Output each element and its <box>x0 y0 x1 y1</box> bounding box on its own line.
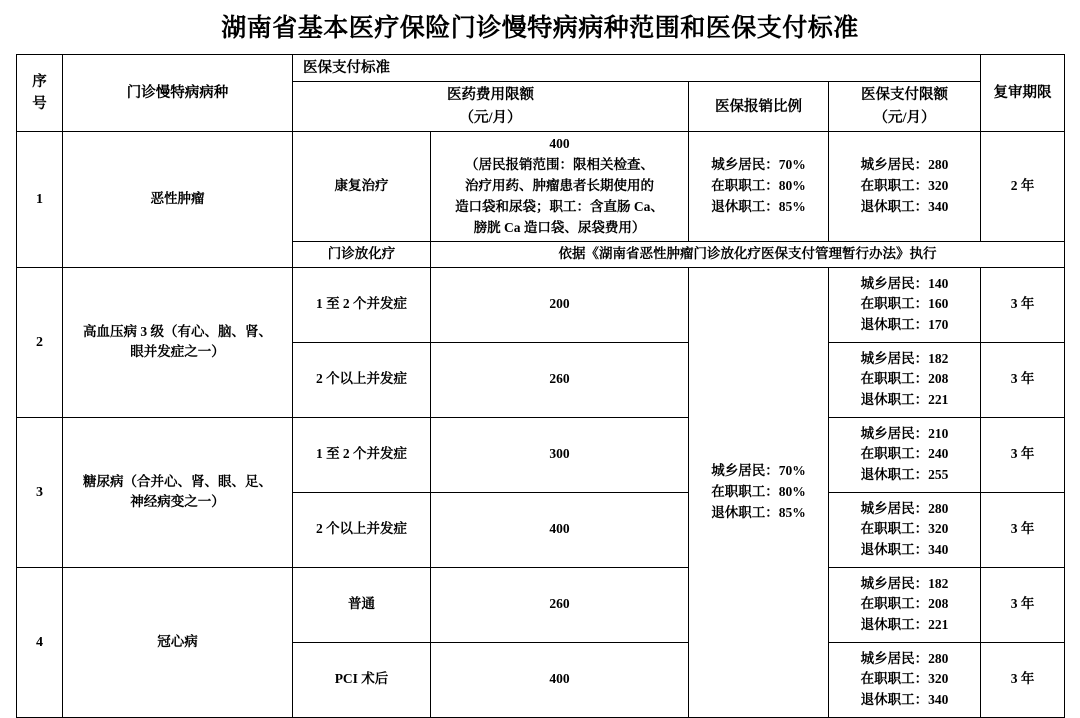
row-item-review: 3 年 <box>981 567 1065 642</box>
pay-line-2: 在职职工：208 <box>860 371 949 387</box>
header-seq-line2: 号 <box>32 96 47 113</box>
row-item-name: 2 个以上并发症 <box>293 342 431 417</box>
pay-line-3: 退休职工：221 <box>860 392 949 408</box>
ratio-line-1: 城乡居民：70% <box>711 463 806 479</box>
row-item-pay-limit <box>829 267 981 342</box>
table-row <box>17 417 1065 492</box>
row-item-review: 3 年 <box>981 417 1065 492</box>
row-item-name: 门诊放化疗 <box>293 242 431 268</box>
pay-line-3: 退休职工：340 <box>860 542 949 558</box>
row-item-pay-limit <box>829 417 981 492</box>
row-disease: 恶性肿瘤 <box>63 132 293 268</box>
row-item-pay-limit <box>829 642 981 717</box>
pay-line-1: 城乡居民：140 <box>860 275 949 291</box>
row-item-review: 3 年 <box>981 492 1065 567</box>
amount-note-1: （居民报销范围：限相关检查、 <box>465 157 654 173</box>
row-item-review: 2 年 <box>981 132 1065 242</box>
row-item-pay-limit <box>829 567 981 642</box>
ratio-line-2: 在职职工：80% <box>711 178 806 194</box>
pay-line-2: 在职职工：320 <box>860 521 949 537</box>
ratio-line-2: 在职职工：80% <box>711 483 806 499</box>
header-pay-standard: 医保支付标准 <box>293 55 981 82</box>
pay-line-2: 在职职工：320 <box>860 178 949 194</box>
amount-note-3: 造口袋和尿袋；职工：含直肠 Ca、 <box>455 199 664 215</box>
amount-note-2: 治疗用药、肿瘤患者长期使用的 <box>465 178 654 194</box>
row-item-amount: 400 <box>431 492 689 567</box>
row-item-review: 3 年 <box>981 267 1065 342</box>
header-review-period: 复审期限 <box>981 55 1065 132</box>
disease-line-1: 糖尿病（合并心、肾、眼、足、 <box>83 473 272 489</box>
page-title: 湖南省基本医疗保险门诊慢特病病种范围和医保支付标准 <box>221 15 859 42</box>
table-header-row-1 <box>17 55 1065 82</box>
header-seq-line1: 序 <box>32 73 47 90</box>
row-seq: 4 <box>17 567 63 717</box>
pay-line-3: 退休职工：221 <box>860 617 949 633</box>
disease-line-2: 眼并发症之一） <box>130 344 225 360</box>
row-disease <box>63 417 293 567</box>
row-item-name: 1 至 2 个并发症 <box>293 417 431 492</box>
benefits-table <box>16 54 1065 718</box>
pay-line-2: 在职职工：240 <box>860 446 949 462</box>
amount-note-4: 膀胱 Ca 造口袋、尿袋费用） <box>473 220 646 236</box>
disease-line-1: 高血压病 3 级（有心、脑、肾、 <box>83 323 272 339</box>
row-item-amount: 200 <box>431 267 689 342</box>
disease-line-2: 神经病变之一） <box>130 494 225 510</box>
table-row <box>17 567 1065 642</box>
table-row <box>17 267 1065 342</box>
row-item-amount: 300 <box>431 417 689 492</box>
pay-line-2: 在职职工：320 <box>860 671 949 687</box>
header-drug-limit <box>293 82 689 132</box>
pay-line-1: 城乡居民：182 <box>860 575 949 591</box>
row-item-pay-limit <box>829 492 981 567</box>
row-item-ratio <box>689 132 829 242</box>
pay-line-1: 城乡居民：280 <box>860 500 949 516</box>
pay-line-3: 退休职工：340 <box>860 199 949 215</box>
row-disease <box>63 267 293 417</box>
pay-line-3: 退休职工：255 <box>860 467 949 483</box>
shared-ratio-cell <box>689 267 829 717</box>
header-pay-limit-line2: （元/月） <box>873 109 936 126</box>
pay-line-2: 在职职工：160 <box>860 296 949 312</box>
row-item-review: 3 年 <box>981 342 1065 417</box>
row-item-name: 2 个以上并发症 <box>293 492 431 567</box>
row-item-name: 1 至 2 个并发症 <box>293 267 431 342</box>
ratio-line-1: 城乡居民：70% <box>711 157 806 173</box>
header-disease: 门诊慢特病病种 <box>63 55 293 132</box>
pay-line-3: 退休职工：170 <box>860 317 949 333</box>
header-drug-limit-line1: 医药费用限额 <box>447 87 534 104</box>
row-seq: 2 <box>17 267 63 417</box>
table-row <box>17 132 1065 242</box>
pay-line-1: 城乡居民：280 <box>860 157 949 173</box>
amount-value: 400 <box>549 136 570 152</box>
row-item-name: PCI 术后 <box>293 642 431 717</box>
pay-line-2: 在职职工：208 <box>860 596 949 612</box>
header-pay-limit-line1: 医保支付限额 <box>861 87 948 104</box>
row-item-name: 康复治疗 <box>293 132 431 242</box>
row-item-review: 3 年 <box>981 642 1065 717</box>
row-item-amount: 400 <box>431 642 689 717</box>
header-pay-limit <box>829 82 981 132</box>
header-seq <box>17 55 63 132</box>
pay-line-1: 城乡居民：210 <box>860 425 949 441</box>
header-reimburse-ratio: 医保报销比例 <box>689 82 829 132</box>
header-drug-limit-line2: （元/月） <box>459 109 522 126</box>
row-seq: 3 <box>17 417 63 567</box>
row-item-amount: 260 <box>431 342 689 417</box>
row-item-amount <box>431 132 689 242</box>
row-item-note: 依据《湖南省恶性肿瘤门诊放化疗医保支付管理暂行办法》执行 <box>431 242 1065 268</box>
ratio-line-3: 退休职工：85% <box>711 199 806 215</box>
ratio-line-3: 退休职工：85% <box>711 504 806 520</box>
pay-line-1: 城乡居民：182 <box>860 350 949 366</box>
pay-line-1: 城乡居民：280 <box>860 650 949 666</box>
row-disease: 冠心病 <box>63 567 293 717</box>
row-seq: 1 <box>17 132 63 268</box>
row-item-name: 普通 <box>293 567 431 642</box>
row-item-pay-limit <box>829 132 981 242</box>
row-item-amount: 260 <box>431 567 689 642</box>
row-item-pay-limit <box>829 342 981 417</box>
pay-line-3: 退休职工：340 <box>860 692 949 708</box>
